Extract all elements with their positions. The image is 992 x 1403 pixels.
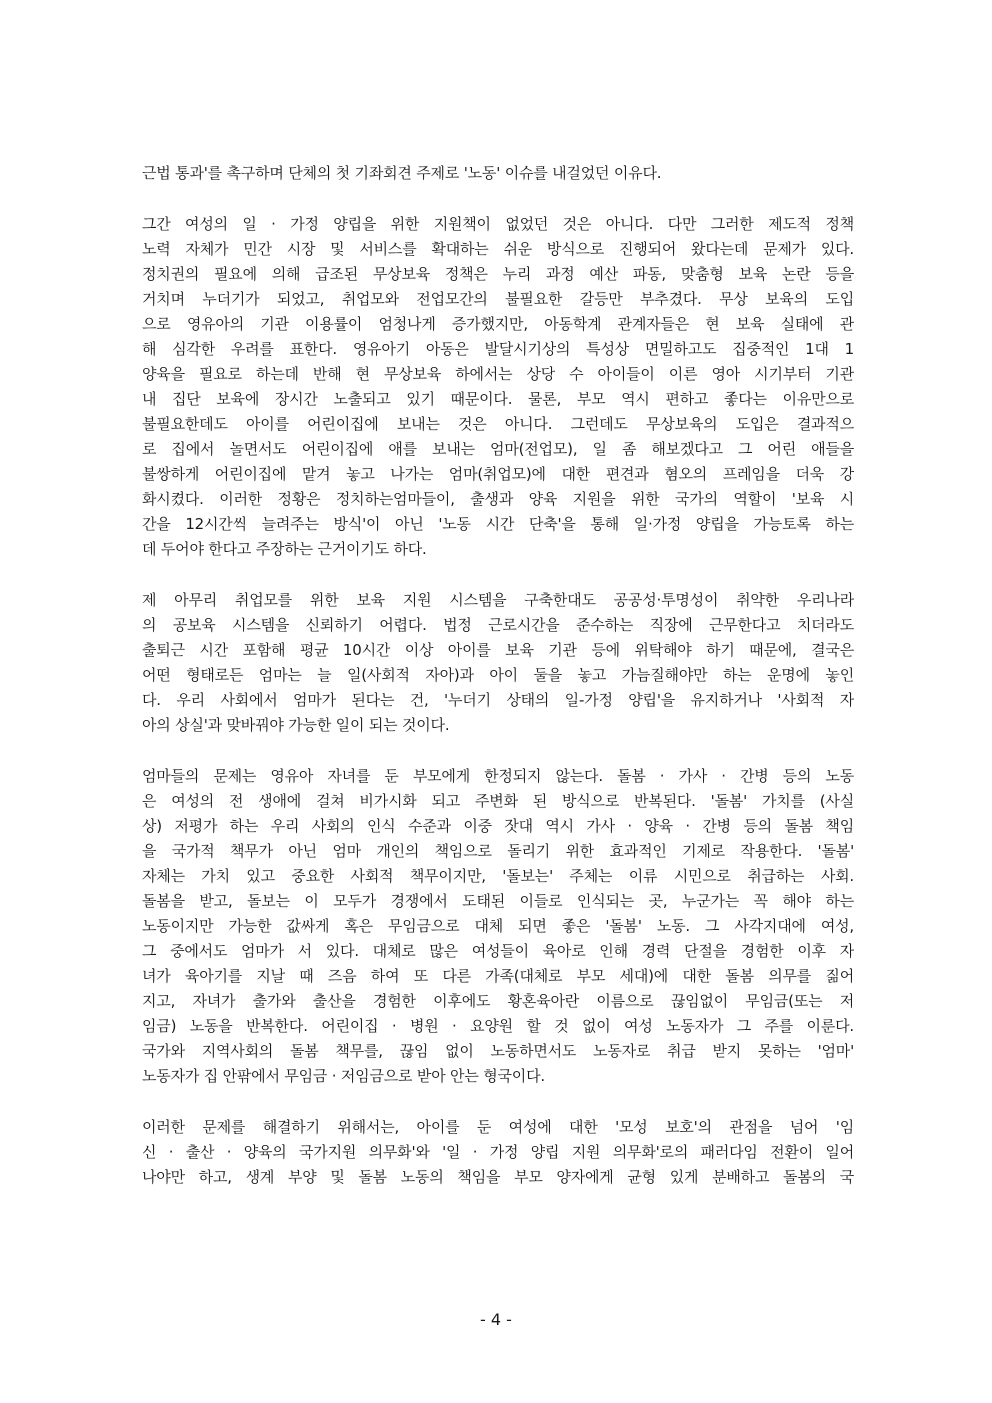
text-line: 정치권의 필요에 의해 급조된 무상보육 정책은 누리 과정 예산 파동, 맞춤형 보육 논란 등을 [142,265,854,283]
paragraph [142,588,854,738]
text-line: 노동이지만 가능한 값싸게 혹은 무임금으로 대체 되면 좋은 '돌봄' 노동. 그 사각지대에 여성, [142,917,854,935]
text-line: 지고, 자녀가 출가와 출산을 경험한 이후에도 황혼육아란 이름으로 끊임없이 무임금(또는 저 [142,992,854,1010]
text-line: 해 심각한 우려를 표한다. 영유아기 아동은 발달시기상의 특성상 면밀하고도 집중적인 1대 1 [142,340,854,358]
text-line: 국가와 지역사회의 돌봄 책무를, 끊임 없이 노동하면서도 노동자로 취급 받지 못하는 '엄마' [142,1042,854,1060]
text-line: 은 여성의 전 생애에 걸쳐 비가시화 되고 주변화 된 방식으로 반복된다. '돌봄' 가치를 (사실 [142,792,854,810]
paragraph [142,1115,854,1190]
document-body [142,161,854,1190]
text-line: 간을 12시간씩 늘려주는 방식'이 아닌 '노동 시간 단축'을 통해 일·가정 양립을 가능토록 하는 [142,515,854,533]
paragraph-gap [142,1089,854,1115]
text-line: 그간 여성의 일 · 가정 양립을 위한 지원책이 없었던 것은 아니다. 다만 그러한 제도적 정책 [142,215,854,233]
text-line: 다. 우리 사회에서 엄마가 된다는 건, '누더기 상태의 일-가정 양립'을 유지하거나 '사회적 자 [142,691,854,709]
text-line: 임금) 노동을 반복한다. 어린이집 · 병원 · 요양원 할 것 없이 여성 노동자가 그 주를 이룬다. [142,1017,854,1035]
text-line: 아의 상실'과 맞바꿔야 가능한 일이 되는 것이다. [142,716,450,734]
paragraph [142,161,854,186]
page-number: - 4 - [480,1310,512,1329]
text-line: 이러한 문제를 해결하기 위해서는, 아이를 둔 여성에 대한 '모성 보호'의 관점을 넘어 '임 [142,1118,854,1136]
text-line: 노동자가 집 안팎에서 무임금 · 저임금으로 받아 안는 형국이다. [142,1067,545,1085]
text-line: 상) 저평가 하는 우리 사회의 인식 수준과 이중 잣대 역시 가사 · 양육 · 간병 등의 돌봄 책임 [142,817,854,835]
text-line: 출퇴근 시간 포함해 평균 10시간 이상 아이를 보육 기관 등에 위탁해야 하기 때문에, 결국은 [142,641,854,659]
text-line: 어떤 형태로든 엄마는 늘 일(사회적 자아)과 아이 둘을 놓고 가늠질해야만 하는 운명에 놓인 [142,666,854,684]
text-line: 을 국가적 책무가 아닌 엄마 개인의 책임으로 돌리기 위한 효과적인 기제로 작용한다. '돌봄' [142,842,854,860]
text-line: 나야만 하고, 생계 부양 및 돌봄 노동의 책임을 부모 양자에게 균형 있게 분배하고 돌봄의 국 [142,1168,854,1186]
paragraph-gap [142,562,854,588]
text-line: 제 아무리 취업모를 위한 보육 지원 시스템을 구축한대도 공공성·투명성이 취약한 우리나라 [142,591,854,609]
text-line: 로 집에서 놀면서도 어린이집에 애를 보내는 엄마(전업모), 일 좀 해보겠다고 그 어린 애들을 [142,440,854,458]
paragraph-gap [142,738,854,764]
text-line: 내 집단 보육에 장시간 노출되고 있기 때문이다. 물론, 부모 역시 편하고 좋다는 이유만으로 [142,390,854,408]
text-line: 으로 영유아의 기관 이용률이 엄청나게 증가했지만, 아동학계 관계자들은 현 보육 실태에 관 [142,315,854,333]
text-line: 신 · 출산 · 양육의 국가지원 의무화'와 '일 · 가정 양립 지원 의무화'로의 패러다임 전환이 일어 [142,1143,854,1161]
paragraph [142,764,854,1089]
text-line: 거치며 누더기가 되었고, 취업모와 전업모간의 불필요한 갈등만 부추겼다. 무상 보육의 도입 [142,290,854,308]
text-line: 자체는 가치 있고 중요한 사회적 책무이지만, '돌보는' 주체는 이류 시민으로 취급하는 사회. [142,867,854,885]
text-line: 엄마들의 문제는 영유아 자녀를 둔 부모에게 한정되지 않는다. 돌봄 · 가사 · 간병 등의 노동 [142,767,854,785]
text-line: 화시켰다. 이러한 정황은 정치하는엄마들이, 출생과 양육 지원을 위한 국가의 역할이 '보육 시 [142,490,854,508]
text-line: 녀가 육아기를 지날 때 즈음 하여 또 다른 가족(대체로 부모 세대)에 대한 돌봄 의무를 짊어 [142,967,854,985]
paragraph-gap [142,186,854,212]
text-line: 불쌍하게 어린이집에 맡겨 놓고 나가는 엄마(취업모)에 대한 편견과 혐오의 프레임을 더욱 강 [142,465,854,483]
text-line: 의 공보육 시스템을 신뢰하기 어렵다. 법정 근로시간을 준수하는 직장에 근무한다고 치더라도 [142,616,854,634]
text-line: 노력 자체가 민간 시장 및 서비스를 확대하는 쉬운 방식으로 진행되어 왔다는데 문제가 있다. [142,240,854,258]
text-line: 돌봄을 받고, 돌보는 이 모두가 경쟁에서 도태된 이들로 인식되는 곳, 누군가는 꼭 해야 하는 [142,892,854,910]
text-line: 근법 통과'를 촉구하며 단체의 첫 기좌회견 주제로 '노동' 이슈를 내걸었던 이유다. [142,164,662,182]
text-line: 그 중에서도 엄마가 서 있다. 대체로 많은 여성들이 육아로 인해 경력 단절을 경험한 이후 자 [142,942,854,960]
text-line: 양육을 필요로 하는데 반해 현 무상보육 하에서는 상당 수 아이들이 이른 영아 시기부터 기관 [142,365,854,383]
paragraph [142,212,854,562]
text-line: 불필요한데도 아이를 어린이집에 보내는 것은 아니다. 그런데도 무상보육의 도입은 결과적으 [142,415,854,433]
text-line: 데 두어야 한다고 주장하는 근거이기도 하다. [142,540,427,558]
